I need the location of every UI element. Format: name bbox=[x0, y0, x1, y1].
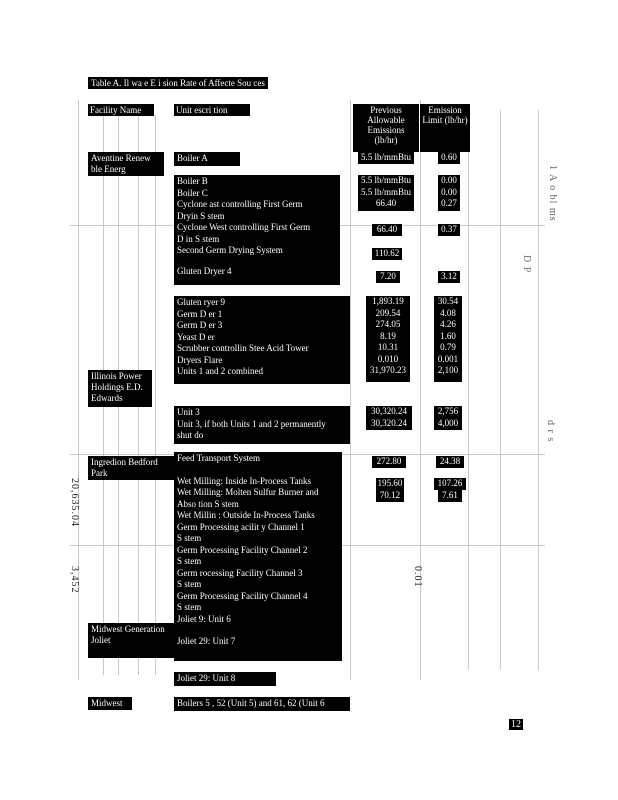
facility-aventine: Aventine Renew ble Energ bbox=[88, 152, 164, 176]
unit-row: Germ D er 3 bbox=[177, 320, 223, 330]
unit-row: Joliet 29: Unit 7 bbox=[177, 636, 236, 646]
unit-row bbox=[177, 257, 337, 266]
unit-row: Boilers 5 , 52 (Unit 5) and 61, 62 (Unit 6 bbox=[177, 698, 325, 708]
limit-value: 107.26 bbox=[434, 478, 466, 490]
limit-value: 0.37 bbox=[438, 224, 460, 236]
limit-value: 4.26 bbox=[440, 319, 456, 329]
prev-value: 195.60 bbox=[377, 478, 403, 488]
grid-line bbox=[420, 100, 421, 680]
margin-number: 0.01 bbox=[412, 566, 423, 588]
prev-value: 5.5 lb/mmBtu bbox=[360, 186, 411, 197]
prev-value: 10.31 bbox=[377, 342, 399, 352]
limit-block bbox=[434, 406, 462, 430]
unit-row bbox=[177, 625, 339, 636]
table-title: Table A. Il wa e E i sion Rate of Affecte Sou ces bbox=[88, 77, 268, 89]
unit-row: Gluten Dryer 4 bbox=[177, 265, 232, 276]
margin-text: D P bbox=[521, 255, 532, 274]
limit-block bbox=[438, 175, 460, 211]
prev-value: 66.40 bbox=[375, 198, 397, 208]
unit-block-1 bbox=[174, 152, 240, 166]
unit-row: Joliet 29: Unit 8 bbox=[177, 673, 236, 683]
unit-row: S stem bbox=[177, 533, 202, 543]
grid-line bbox=[538, 110, 539, 670]
prev-value: 110.62 bbox=[372, 248, 402, 260]
unit-row: Germ Processing Facility Channel 2 bbox=[177, 544, 308, 555]
limit-value: 2,100 bbox=[437, 365, 459, 375]
unit-row: S stem bbox=[177, 602, 202, 612]
margin-text: d r s bbox=[545, 420, 556, 443]
margin-number: 3,452 bbox=[69, 566, 80, 594]
header-previous-allowable: Previous Allowable Emissions (lb/hr) bbox=[353, 104, 419, 152]
unit-row bbox=[177, 465, 339, 476]
prev-value: 8.19 bbox=[380, 330, 396, 341]
unit-row: Yeast D er bbox=[177, 331, 215, 342]
unit-block-2 bbox=[174, 175, 340, 285]
limit-value: 0.79 bbox=[440, 342, 456, 352]
unit-row: Cyclone ast controlling First Germ bbox=[177, 199, 303, 209]
grid-line bbox=[500, 110, 501, 670]
header-unit-description: Unit escri tion bbox=[174, 104, 250, 116]
facility-midwest-joliet: Midwest Generation Joliet bbox=[88, 623, 174, 658]
margin-text: 1 A o bl ms bbox=[547, 165, 558, 222]
unit-row: D in S stem bbox=[177, 233, 220, 244]
grid-line bbox=[468, 110, 469, 670]
unit-block-7 bbox=[174, 697, 350, 711]
limit-value: 0.27 bbox=[441, 198, 457, 208]
grid-line bbox=[350, 100, 351, 680]
unit-row: Boiler C bbox=[177, 187, 208, 198]
unit-row: Unit 3, if both Units 1 and 2 permanently bbox=[177, 418, 326, 429]
prev-value: 66.40 bbox=[372, 224, 402, 236]
unit-row: Wet Milling: Inside In-Process Tanks bbox=[177, 475, 311, 486]
prev-value: 0.010 bbox=[377, 353, 399, 364]
limit-value: 1.60 bbox=[440, 330, 456, 341]
unit-row: Unit 3 bbox=[177, 407, 200, 417]
prev-value: 7.20 bbox=[376, 271, 400, 283]
facility-illinois-power: Illinois Power Holdings E.D. Edwards bbox=[88, 370, 152, 407]
unit-row: Germ Processing Facility Channel 4 bbox=[177, 590, 308, 601]
limit-value: 0.60 bbox=[438, 152, 460, 164]
limit-value: 2,756 bbox=[437, 406, 459, 416]
unit-row: Dryin S stem bbox=[177, 210, 225, 221]
prev-value: 5.5 lb/mmBtu bbox=[358, 152, 414, 164]
limit-value: 7.61 bbox=[438, 490, 462, 502]
limit-value: 0.00 bbox=[441, 186, 457, 197]
prev-value: 5.5 lb/mmBtu bbox=[360, 175, 411, 185]
unit-row: S stem bbox=[177, 579, 202, 589]
unit-row: Abso tion S stem bbox=[177, 498, 239, 509]
prev-block bbox=[358, 175, 414, 211]
unit-row: Feed Transport System bbox=[177, 453, 261, 463]
unit-row: Dryers Flare bbox=[177, 354, 223, 365]
facility-ingredion: Ingredion Bedford Park bbox=[88, 456, 174, 480]
unit-row: Germ rocessing Facility Channel 3 bbox=[177, 567, 303, 578]
prev-block bbox=[366, 296, 410, 382]
unit-block-3 bbox=[174, 296, 350, 384]
limit-block bbox=[434, 296, 462, 382]
prev-value: 31,970.23 bbox=[370, 365, 406, 375]
unit-row: Cyclone West controlling First Germ bbox=[177, 222, 311, 232]
unit-row: Boiler A bbox=[177, 153, 208, 163]
prev-value: 30,320.24 bbox=[371, 406, 407, 416]
prev-value: 70.12 bbox=[376, 490, 404, 502]
limit-value: 30.54 bbox=[437, 296, 459, 306]
unit-row: Boiler B bbox=[177, 176, 208, 186]
grid-line bbox=[155, 115, 156, 675]
prev-value: 209.54 bbox=[375, 307, 401, 318]
unit-row: Second Germ Drying System bbox=[177, 245, 283, 255]
prev-value: 274.05 bbox=[375, 319, 401, 329]
header-facility-name: Facility Name bbox=[88, 104, 154, 116]
unit-block-6 bbox=[174, 672, 276, 686]
prev-value: 30,320.24 bbox=[371, 417, 407, 428]
page-number: 12 bbox=[511, 719, 521, 730]
unit-block-4 bbox=[174, 406, 350, 444]
unit-row: shut do bbox=[177, 430, 204, 440]
unit-row: Germ D er 1 bbox=[177, 308, 223, 319]
prev-value: 272.80 bbox=[372, 456, 406, 468]
unit-row: Wet Millin : Outside In-Process Tanks bbox=[177, 510, 315, 520]
unit-row: Units 1 and 2 combined bbox=[177, 366, 263, 376]
unit-block-5 bbox=[174, 452, 342, 661]
limit-value: 4,000 bbox=[437, 417, 459, 428]
unit-row: Wet Milling: Molten Sulfur Burner and bbox=[177, 487, 319, 497]
limit-value: 24.38 bbox=[436, 456, 464, 468]
limit-value: 4.08 bbox=[440, 307, 456, 318]
limit-value: 0.001 bbox=[437, 353, 459, 364]
unit-row: Germ Processing acilit y Channel 1 bbox=[177, 521, 305, 532]
prev-value: 1,893.19 bbox=[372, 296, 404, 306]
limit-value: 3.12 bbox=[438, 271, 460, 283]
facility-midwest: Midwest bbox=[88, 697, 132, 710]
unit-row: Joliet 9: Unit 6 bbox=[177, 613, 231, 624]
prev-block bbox=[366, 406, 412, 430]
unit-row: Gluten ryer 9 bbox=[177, 297, 225, 307]
unit-row: Scrubber controllin Stee Acid Tower bbox=[177, 343, 309, 353]
limit-value: 0.00 bbox=[441, 175, 457, 185]
margin-number: 20,635.04 bbox=[69, 478, 80, 527]
header-emission-limit: Emission Limit (lb/hr) bbox=[420, 104, 470, 152]
unit-row: S stem bbox=[177, 556, 202, 566]
